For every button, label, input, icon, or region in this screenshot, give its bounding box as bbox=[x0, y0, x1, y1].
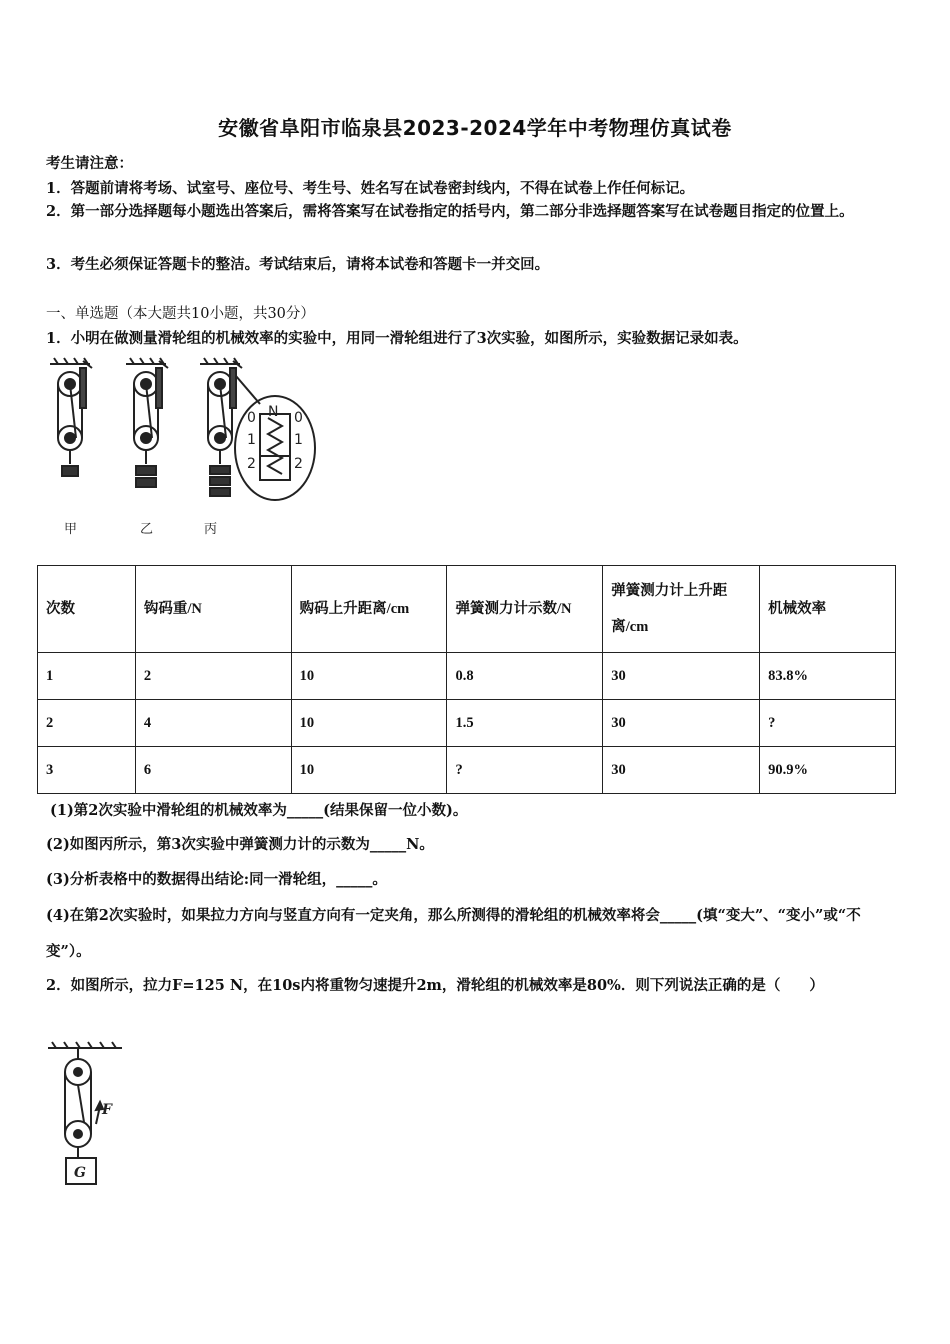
q1-sub-4: (4)在第2次实验时，如果拉力方向与竖直方向有一定夹角，那么所测得的滑轮组的机械效率将会_____(填“变大”、“变小”或“不变”）。 bbox=[46, 907, 861, 960]
table-header-cell: 机械效率 bbox=[760, 566, 896, 653]
table-row bbox=[38, 700, 896, 747]
table-cell: 10 bbox=[291, 747, 447, 794]
pulley-figure bbox=[40, 356, 330, 541]
table-header-cell: 弹簧测力计示数/N bbox=[447, 566, 603, 653]
table-cell: 30 bbox=[603, 747, 760, 794]
table-row bbox=[38, 747, 896, 794]
q1-sub-2: (2)如图丙所示，第3次实验中弹簧测力计的示数为_____N。 bbox=[46, 836, 434, 853]
pulley-figure-2 bbox=[44, 1040, 134, 1190]
table-cell: 90.9% bbox=[760, 747, 896, 794]
figure-label-bing: 丙 bbox=[204, 522, 218, 537]
scale-two-left: 2 bbox=[247, 456, 256, 472]
question-2-stem: 2．如图所示，拉力F=125 N，在10s内将重物匀速提升2m，滑轮组的机械效率是80%．则下列说法正确的是（ ） bbox=[46, 977, 824, 994]
force-label: F bbox=[102, 1102, 112, 1118]
scale-zero-right: 0 bbox=[294, 410, 303, 426]
table-cell: 30 bbox=[603, 700, 760, 747]
table-cell: ? bbox=[447, 747, 603, 794]
table-row bbox=[38, 653, 896, 700]
pulley-setup-bing bbox=[200, 358, 315, 500]
table-header-cell: 弹簧测力计上升距离/cm bbox=[603, 566, 760, 653]
pulley-setup-yi bbox=[126, 358, 168, 487]
q1-sub-3: (3)分析表格中的数据得出结论:同一滑轮组，_____。 bbox=[46, 871, 387, 888]
experiment-table bbox=[37, 565, 896, 794]
page-title: 安徽省阜阳市临泉县2023-2024学年中考物理仿真试卷 bbox=[218, 116, 732, 140]
table-cell: 6 bbox=[135, 747, 291, 794]
scale-one-left: 1 bbox=[247, 432, 256, 448]
table-cell: 2 bbox=[38, 700, 136, 747]
notice-item-1: 1．答题前请将考场、试室号、座位号、考生号、姓名写在试卷密封线内，不得在试卷上作任何标记。 bbox=[46, 180, 695, 197]
table-cell: ? bbox=[760, 700, 896, 747]
table-cell: 0.8 bbox=[447, 653, 603, 700]
table-cell: 4 bbox=[135, 700, 291, 747]
question-1-stem: 1．小明在做测量滑轮组的机械效率的实验中，用同一滑轮组进行了3次实验，如图所示，实验数据记录如表。 bbox=[46, 330, 748, 347]
table-header-cell: 次数 bbox=[38, 566, 136, 653]
notice-item-2: 2．第一部分选择题每小题选出答案后，需将答案写在试卷指定的括号内，第二部分非选择题答案写在试卷题目指定的位置上。 bbox=[46, 203, 854, 220]
weight-label: G bbox=[74, 1165, 86, 1181]
table-cell: 1 bbox=[38, 653, 136, 700]
table-cell: 30 bbox=[603, 653, 760, 700]
figure-label-jia: 甲 bbox=[64, 522, 78, 537]
table-cell: 83.8% bbox=[760, 653, 896, 700]
table-header-cell: 钩码重/N bbox=[135, 566, 291, 653]
scale-zero-left: 0 bbox=[247, 410, 256, 426]
notice-item-3: 3．考生必须保证答题卡的整洁。考试结束后，请将本试卷和答题卡一并交回。 bbox=[46, 256, 550, 273]
table-cell: 1.5 bbox=[447, 700, 603, 747]
q1-sub-1: (1)第2次实验中滑轮组的机械效率为_____(结果保留一位小数)。 bbox=[50, 802, 468, 819]
table-cell: 3 bbox=[38, 747, 136, 794]
table-cell: 10 bbox=[291, 700, 447, 747]
scale-two-right: 2 bbox=[294, 456, 303, 472]
section-heading: 一、单选题（本大题共10小题，共30分） bbox=[46, 306, 315, 322]
scale-n-label: N bbox=[268, 404, 279, 420]
table-cell: 2 bbox=[135, 653, 291, 700]
table-cell: 10 bbox=[291, 653, 447, 700]
pulley-setup-jia bbox=[50, 358, 92, 476]
figure-label-yi: 乙 bbox=[140, 522, 154, 537]
table-header-row bbox=[38, 566, 896, 653]
notice-heading: 考生请注意： bbox=[46, 155, 133, 172]
scale-one-right: 1 bbox=[294, 432, 303, 448]
table-header-cell: 购码上升距离/cm bbox=[291, 566, 447, 653]
